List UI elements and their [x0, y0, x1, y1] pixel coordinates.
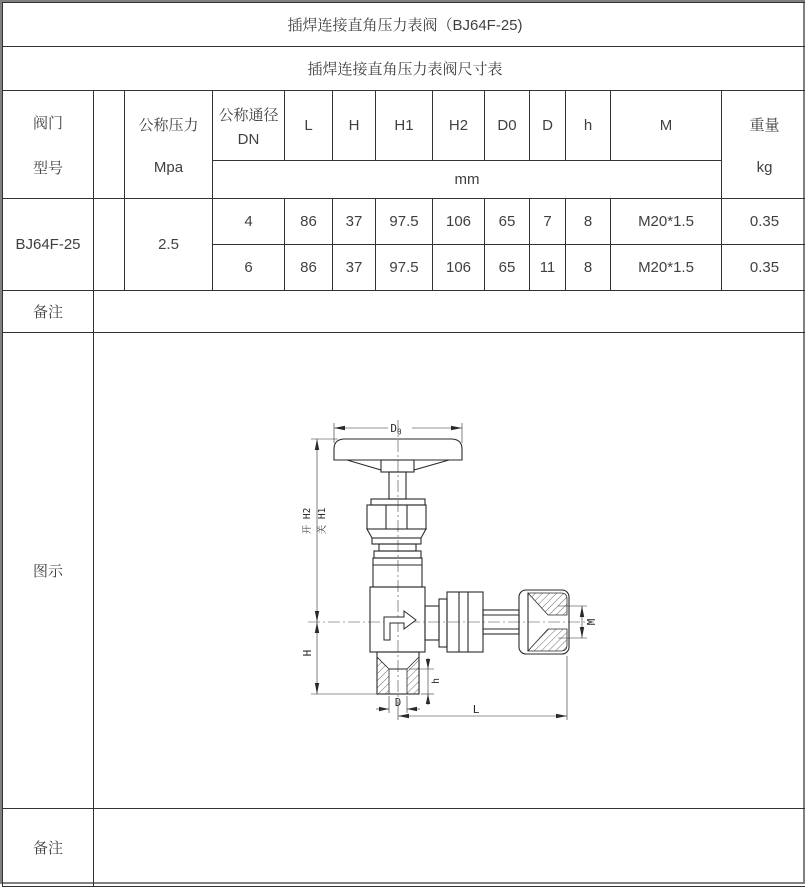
unit-mm: mm: [213, 161, 722, 199]
cell-weight: 0.35: [722, 199, 805, 245]
header-dn-line1: 公称通径: [218, 104, 278, 125]
connector-hatch-top: [528, 593, 567, 615]
label-D: D: [395, 697, 401, 709]
cell-D0: 65: [485, 245, 530, 291]
diagram-row: [3, 333, 805, 809]
socket-hatch-right: [407, 657, 419, 694]
cell-H2: 106: [433, 245, 485, 291]
header-pressure: [125, 91, 213, 199]
remark-bottom-content: [94, 809, 805, 887]
section-hatching: [377, 593, 567, 694]
valve-technical-drawing: [285, 407, 605, 742]
header-weight-line2: kg: [757, 159, 773, 176]
header-model-line1: 阀门: [33, 112, 63, 133]
valve-spec-table: [2, 2, 805, 887]
remark-content: [94, 291, 805, 333]
cell-h: 8: [566, 245, 611, 291]
cell-pressure: 2.5: [125, 199, 213, 291]
bonnet-union-nut: [373, 558, 422, 587]
header-empty: [94, 91, 125, 199]
header-dim-L: L: [285, 91, 333, 161]
cell-weight: 0.35: [722, 245, 805, 291]
dimension-arrowheads: [315, 426, 584, 718]
header-row: [3, 91, 805, 161]
cell-H: 37: [333, 245, 376, 291]
centerlines: [308, 420, 594, 704]
label-closed-H1: 关 H1: [316, 507, 328, 534]
valve-outline: [334, 439, 569, 694]
label-M: M: [586, 619, 598, 625]
header-dn-line2: DN: [238, 131, 260, 148]
cell-h: 8: [566, 199, 611, 245]
cell-M: M20*1.5: [611, 199, 722, 245]
header-dim-D: D: [530, 91, 566, 161]
cell-D: 7: [530, 199, 566, 245]
cell-H2: 106: [433, 199, 485, 245]
label-L: L: [473, 703, 480, 716]
cell-L: 86: [285, 245, 333, 291]
remark-bottom-row: [3, 809, 805, 887]
dimension-lines: [311, 423, 587, 720]
socket-hatch-left: [377, 657, 389, 694]
header-dim-H1: H1: [376, 91, 433, 161]
title-row: [3, 3, 805, 47]
diagram-content: [94, 333, 805, 809]
label-D0: $D_0$: [390, 422, 402, 437]
header-pressure-line1: 公称压力: [138, 114, 198, 135]
page-title: 插焊连接直角压力表阀（BJ64F-25): [3, 3, 805, 47]
connector-hatch-bottom: [528, 629, 567, 651]
flow-direction-arrow-icon: [384, 611, 416, 640]
header-dim-h: h: [566, 91, 611, 161]
subtitle-row: [3, 47, 805, 91]
diagram-label: 图示: [3, 333, 94, 809]
cell-D0: 65: [485, 199, 530, 245]
label-h: h: [431, 678, 442, 684]
cell-dn: 4: [213, 199, 285, 245]
cell-H: 37: [333, 199, 376, 245]
handwheel-hub: [381, 460, 414, 472]
cell-H1: 97.5: [376, 245, 433, 291]
header-model-line2: 型号: [33, 157, 63, 178]
header-dim-M: M: [611, 91, 722, 161]
table-row: [3, 199, 805, 245]
label-open-H2: 开 H2: [302, 508, 313, 535]
valve-stem: [389, 472, 406, 499]
cell-L: 86: [285, 199, 333, 245]
header-dim-H: H: [333, 91, 376, 161]
cell-D: 11: [530, 245, 566, 291]
cell-empty: [94, 199, 125, 291]
cell-M: M20*1.5: [611, 245, 722, 291]
remark-bottom-label: 备注: [3, 809, 94, 887]
header-dim-H2: H2: [433, 91, 485, 161]
header-model: [3, 91, 94, 199]
table-subtitle: 插焊连接直角压力表阀尺寸表: [3, 47, 805, 91]
header-dim-D0: D0: [485, 91, 530, 161]
header-weight-line1: 重量: [749, 114, 779, 135]
remark-label: 备注: [3, 291, 94, 333]
cell-model: BJ64F-25: [3, 199, 94, 291]
label-H: H: [301, 650, 314, 657]
header-weight: [722, 91, 805, 199]
header-dn: [213, 91, 285, 161]
cell-dn: 6: [213, 245, 285, 291]
header-pressure-line2: Mpa: [154, 159, 183, 176]
packing-hex-nut: [367, 505, 426, 529]
cell-H1: 97.5: [376, 199, 433, 245]
remark-row: [3, 291, 805, 333]
